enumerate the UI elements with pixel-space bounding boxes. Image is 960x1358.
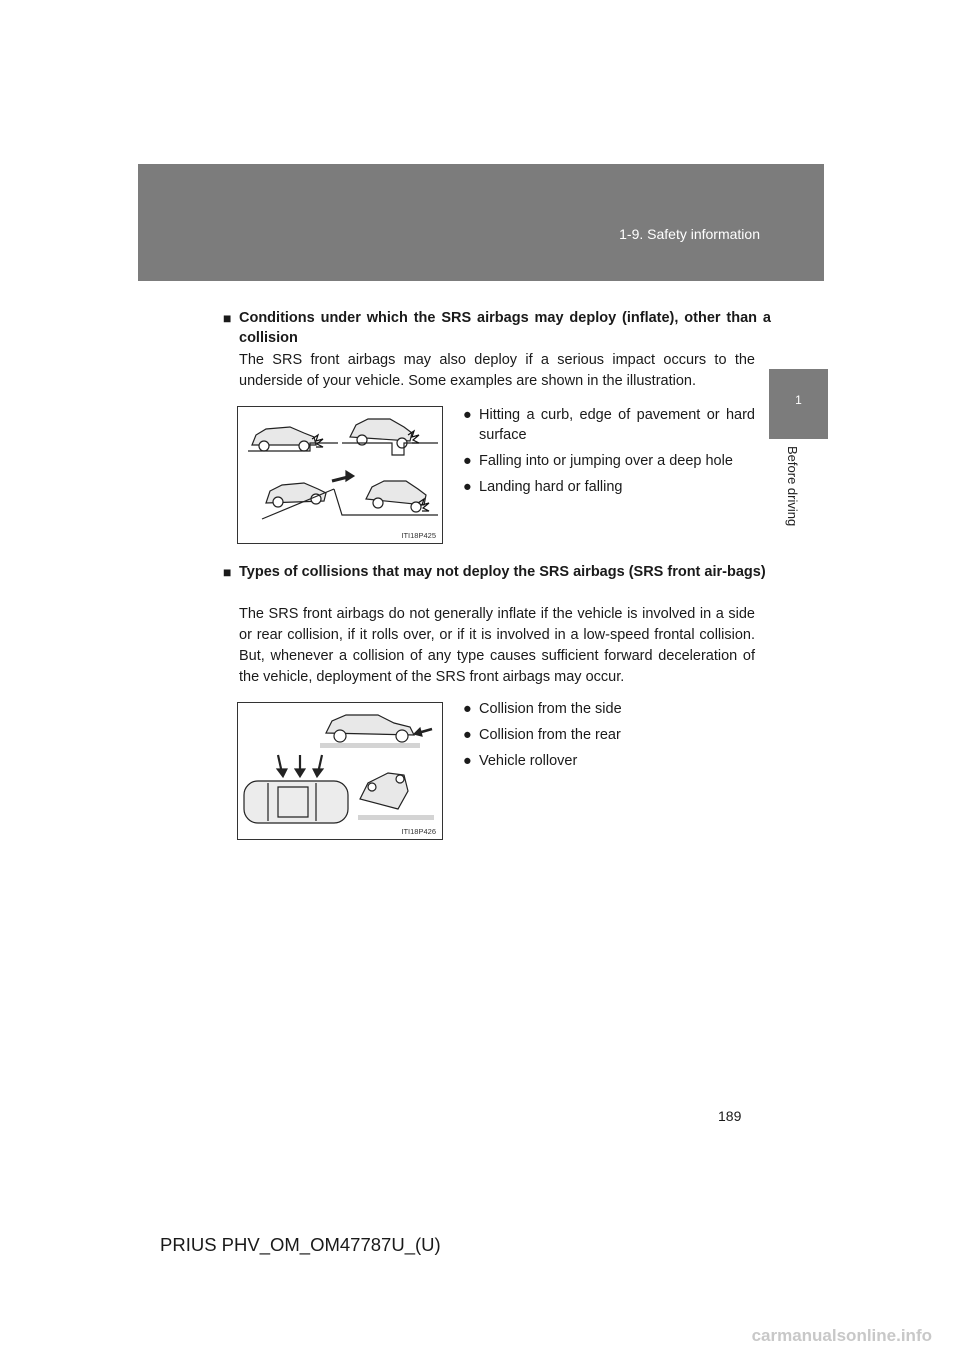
bullet-icon: ● — [463, 453, 472, 469]
section2-bullet-list — [463, 699, 755, 777]
square-bullet-icon: ■ — [223, 564, 232, 580]
list-item: ● Hitting a curb, edge of pavement or hard surface — [463, 407, 755, 443]
collision-types-illustration — [238, 703, 444, 841]
page-number: 189 — [718, 1108, 742, 1124]
underside-impact-illustration — [238, 407, 444, 545]
section2-body: The SRS front airbags do not generally inflate if the vehicle is involved in a side or rear collision, if it rolls over, or if it is involved in a low-speed frontal collision. But, whenever a collision of any type causes sufficient forward deceleration of the vehicle, deployment of the SRS front airbags may occur. — [239, 606, 755, 685]
watermark: carmanualsonline.info — [751, 1326, 932, 1345]
list-item: ● Landing hard or falling — [463, 479, 623, 495]
section1-body: The SRS front airbags may also deploy if a serious impact occurs to the underside of your vehicle. Some examples are shown in the illustration. — [239, 352, 755, 389]
list-item: ● Falling into or jumping over a deep hole — [463, 453, 733, 469]
section1-heading-text: Conditions under which the SRS airbags may deploy (inflate), other than a collision — [239, 310, 771, 346]
section1-bullet-list — [463, 405, 755, 503]
section2-heading — [223, 562, 771, 582]
chapter-number: 1 — [795, 393, 802, 407]
page-header — [138, 164, 824, 281]
section-title: 1-9. Safety information — [619, 226, 760, 242]
chapter-label: Before driving — [785, 446, 800, 527]
section2-heading-text: Types of collisions that may not deploy the SRS airbags (SRS front air-bags) — [239, 564, 766, 580]
chapter-tab[interactable] — [769, 369, 828, 439]
figure-code: ITI18P426 — [401, 827, 436, 836]
document-footer: PRIUS PHV_OM_OM47787U_(U) — [160, 1234, 441, 1255]
list-item: ● Collision from the rear — [463, 727, 621, 743]
list-item: ● Collision from the side — [463, 701, 622, 717]
list-item: ● Vehicle rollover — [463, 753, 578, 769]
square-bullet-icon: ■ — [223, 310, 232, 326]
figure-underside-impacts — [237, 406, 443, 544]
bullet-icon: ● — [463, 479, 472, 495]
figure-code: ITI18P425 — [401, 531, 436, 540]
bullet-icon: ● — [463, 407, 472, 423]
bullet-icon: ● — [463, 753, 472, 769]
section1-heading — [223, 308, 771, 348]
bullet-icon: ● — [463, 727, 472, 743]
bullet-icon: ● — [463, 701, 472, 717]
figure-non-deploy-collisions — [237, 702, 443, 840]
